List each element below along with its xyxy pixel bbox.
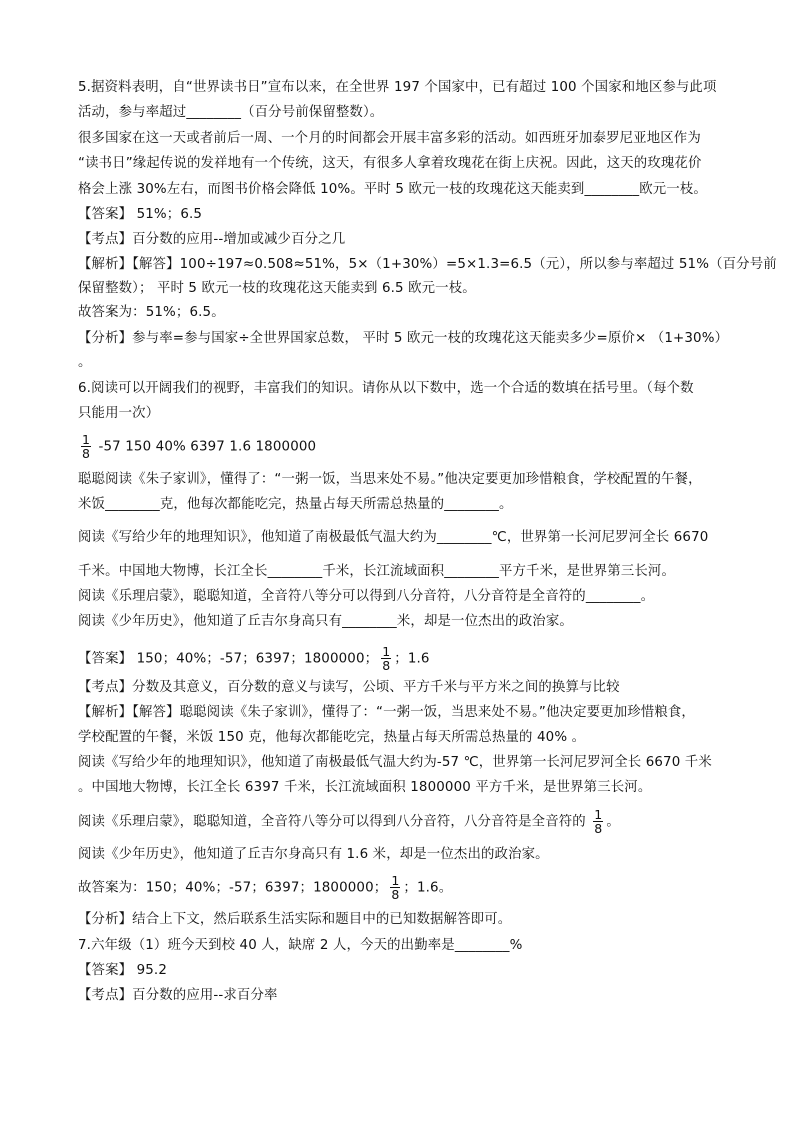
q5-analysis-line1: 【解析】【解答】100÷197≈0.508≈51%，5×（1+30%）=5×1.3=6.5（元），所以参与率超过 51%（百分号前 [78,257,777,272]
fraction-denominator: 8 [82,446,91,461]
fraction [81,433,91,460]
fraction-numerator: 1 [594,807,603,822]
q6-passage-line6: 阅读《少年历史》，他知道了丘吉尔身高只有________米，却是一位杰出的政治家。 [78,614,573,629]
q5-analysis-line2: 保留整数）； 平时 5 欧元一枝的玫瑰花这天能卖到 6.5 欧元一枝。 [78,281,476,296]
q6-stem-line1: 6.阅读可以开阔我们的视野，丰富我们的知识。请你从以下数中，选一个合适的数填在括号里。（每个数 [78,381,694,396]
q6-analysis-line6: 阅读《少年历史》，他知道了丘吉尔身高只有 1.6 米，却是一位杰出的政治家。 [78,847,549,862]
q6-analysis-line5: 阅读《乐理启蒙》，聪聪知道，全音符八等分可以得到八分音符，八分音符是全音符的 $\frac{1}{8}$ 。 [78,807,620,836]
q6-conclusion: 故答案为：150；40%；-57；6397；1800000； $\frac{1}{8}$ ；1.6。 [78,873,453,902]
q6-number-list: $\frac{1}{8}$ -57 150 40% 6397 1.6 1800000 [82,432,317,461]
q6-analysis-line2: 学校配置的午餐，米饭 150 克，他每次都能吃完，热量占每天所需总热量的 40% 。 [78,730,586,745]
q5-stem-line4: “读书日”缘起传说的发祥地有一个传统，这天，有很多人拿着玫瑰花在街上庆祝。因此，这天的玫瑰花价 [78,156,702,171]
q6-explanation: 【分析】结合上下文，然后联系生活实际和题目中的已知数据解答即可。 [78,912,512,927]
q6-analysis-line4: 。中国地大物博，长江全长 6397 千米，长江流域面积 1800000 平方千米，是世界第三长河。 [78,780,652,795]
q6-answer: 【答案】 150；40%；-57；6397；1800000； $\frac{1}{8}$ ；1.6 [78,644,430,673]
fraction [390,874,400,901]
q6-passage-line2: 米饭________克，他每次都能吃完，热量占每天所需总热量的________。 [78,497,513,512]
q6-analysis-line3: 阅读《写给少年的地理知识》，他知道了南极最低气温大约为-57 ℃，世界第一长河尼罗河全长 6670 千米 [78,755,712,770]
q5-conclusion: 故答案为：51%；6.5。 [78,305,225,320]
q6-passage-line3: 阅读《写给少年的地理知识》，他知道了南极最低气温大约为________℃，世界第一长河尼罗河全长 6670 [78,530,709,545]
fraction-denominator: 8 [391,887,400,902]
fraction-denominator: 8 [594,821,603,836]
q5-stem-line2: 活动，参与率超过________（百分号前保留整数）。 [78,105,384,120]
fraction-numerator: 1 [382,644,391,659]
q6-stem-line2: 只能用一次） [78,406,160,421]
q5-answer: 【答案】 51%；6.5 [78,207,203,222]
fraction-denominator: 8 [382,658,391,673]
q7-topic: 【考点】百分数的应用--求百分率 [78,988,278,1003]
q5-topic: 【考点】百分数的应用--增加或减少百分之几 [78,232,346,247]
q5-stem-line3: 很多国家在这一天或者前后一周、一个月的时间都会开展丰富多彩的活动。如西班牙加泰罗尼亚地区作为 [78,131,701,146]
fraction-numerator: 1 [82,432,91,447]
q7-stem: 7.六年级（1）班今天到校 40 人，缺席 2 人，今天的出勤率是________% [78,938,523,953]
q5-explanation-line1: 【分析】参与率=参与国家÷全世界国家总数， 平时 5 欧元一枝的玫瑰花这天能卖多少=原价× （1+30%） [78,331,729,346]
q6-passage-line1: 聪聪阅读《朱子家训》，懂得了：“一粥一饭，当思来处不易。”他决定要更加珍惜粮食，学校配置的午餐， [78,472,702,487]
q5-stem-line1: 5.据资料表明，自“世界读书日”宣布以来，在全世界 197 个国家中，已有超过 100 个国家和地区参与此项 [78,80,717,95]
fraction-numerator: 1 [391,873,400,888]
q5-explanation-line2: 。 [78,355,92,370]
fraction [381,645,391,672]
q7-answer: 【答案】 95.2 [78,963,167,978]
q6-passage-line5: 阅读《乐理启蒙》，聪聪知道，全音符八等分可以得到八分音符，八分音符是全音符的________。 [78,589,655,604]
q5-stem-line5: 格会上涨 30%左右，而图书价格会降低 10%。平时 5 欧元一枝的玫瑰花这天能卖到________欧元一枝。 [78,182,707,197]
q6-analysis-line1: 【解析】【解答】聪聪阅读《朱子家训》，懂得了：“一粥一饭，当思来处不易。”他决定要更加珍惜粮食， [78,705,695,720]
q6-passage-line4: 千米。中国地大物博，长江全长________千米，长江流域面积________平方千米，是世界第三长河。 [78,564,675,579]
q6-topic: 【考点】分数及其意义，百分数的意义与读写，公顷、平方千米与平方米之间的换算与比较 [78,680,620,695]
fraction [593,808,603,835]
